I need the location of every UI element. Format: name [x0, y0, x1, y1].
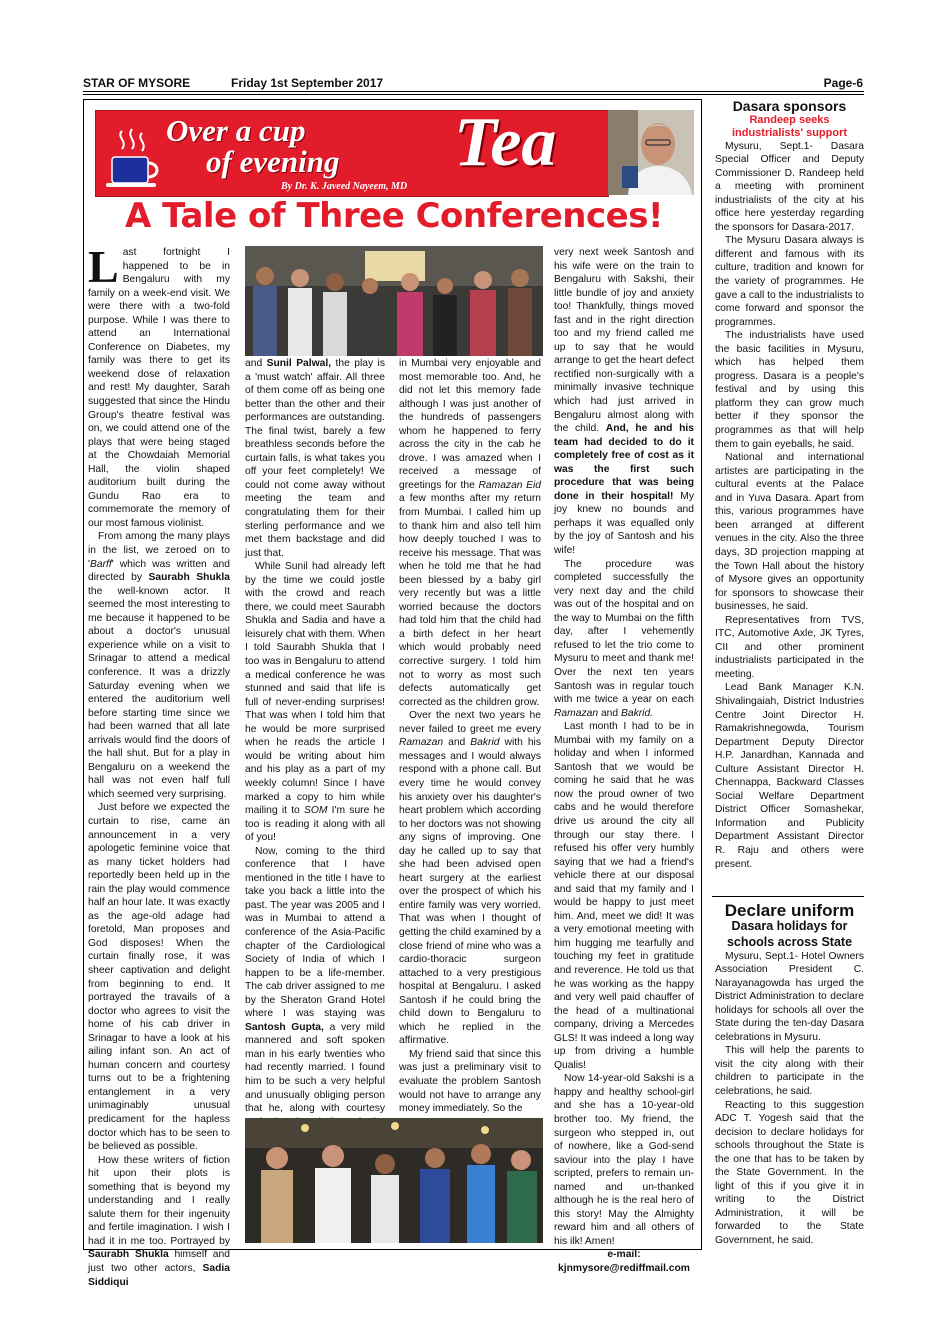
col1-p3-text: Just before we expected the curtain to rise, came an announcement in a very apologetic feminine voice that as many ticket holders had reportedly been held up in the rain the play would commence half an hour late. It was exactly as the age-old adage had foretold, Man proposes and God disposes! When the curtain finally rose, it was sheer captivation and delight from beginning to end. It portrayed the travails of a doctor who agrees to visit the home of his cab driver in Srinagar to have a look at his ailing infant son. An act of human concern and courtesy turns out to be a frightening entanglement in a very unimaginably unusual predicament for the hapless doctor which has to be seen to be believed as possible. [88, 802, 230, 1153]
sidebar-uniform-holidays [715, 901, 864, 1248]
col2-p3-text: Now, coming to the third conference that I have mentioned in the title I have to take you back a little into the past. The year was 2005 and I was in Mumbai to attend a conference of the Asia-Pacific chapter of the Cardiological Society of India of which I happen to be a life-member. The cab driver assigned to me by the Sheraton Grand Hotel where I was staying was [245, 845, 385, 1020]
col2-p2-text: While Sunil had already left by the time we could jostle with the crowd and reach there, we could meet Saurabh Shukla and Sadia and have a leisurely chat with them. When I told Saurabh Shukla that I too was in Bengaluru to attend a medical conference he was stunned and said that life is full of never-ending surprises! That was when I told him that he would be more surprised when he reads the article I would be writing about him and his play as a part of my weekly column! Since I have marked a copy to him while mailing it to [245, 561, 385, 817]
name-saurabh-shukla-2: Saurabh Shukla [88, 1249, 169, 1261]
col2-p1-text-2: the play is a 'must watch' affair. All three of them come off as being one better than the other and their performances are outstanding. The final twist, barely a few breathless seconds before the curtain falls, is what takes you off your feet completely! We could not come away without meeting the team and congratulating them for their sterling performance and we met them backstage and did just that. [245, 358, 385, 559]
sidebar2-p1: Mysuru, Sept.1- Hotel Owners Association President C. Narayanagowda has urged the District Administration to declare holidays for schools all over the State during the ten-day Dasara celebrations in Mysuru. [715, 950, 864, 1043]
col3-p2-text-2: with his messages and I would always respond with a phone call. But every time he would convey his anxiety over his daughter's heart problem which according to her doctors was not showing any signs of improving. One day he called up to say that she had been advised open heart surgery at the earliest over the prospect of which his entire family was very worried. That was when I thought of getting the child examined by a close friend of mine who was a cardio-thoracic surgeon attached to a very prestigious hospital at Bengaluru. I asked Santosh if he could bring the child down to Bengaluru to which he replied in the affirmative. [399, 737, 541, 1047]
ramazan-eid: Ramazan Eid [478, 479, 541, 491]
group-photo-family [245, 1118, 543, 1243]
col3-p2-text: Over the next two years he never failed to greet me every [399, 710, 541, 735]
sidebar1-p6: Lead Bank Manager K.N. Shivalingaiah, District Industries Centre Joint Director H. Ramakrishnegowda, Tourism Department Deputy Director H.P. Janardhan, Kannada and Culture Assistant Director H. Chennappa, Backward Classes Social Welfare Department District Officer Somashekar, Information and Publicity Department Assistant Director R. Raju and others were present. [715, 682, 864, 870]
col2-p3-text-2: a very mild mannered and soft spoken man in his early twenties who had recently married. I found him to be such a very helpful and unusually obliging person that he, along with courtesy [245, 1021, 385, 1115]
header-rule-bottom [83, 94, 864, 95]
sidebar1-headline: Dasara sponsors [732, 98, 847, 114]
issue-date: Friday 1st September 2017 [231, 76, 384, 90]
group-photo-theatre [245, 246, 543, 356]
page-header [83, 76, 863, 92]
sidebar2-p3: Reacting to this suggestion ADC T. Yogesh said that the decision to declare holidays for schools throughout the State is the one that has to be taken by the State Government. In the light of this if you give it in writing to the District Administration, it will be forwarded to the State Government, he said. [715, 1099, 864, 1247]
col3-p1-text-2: a few months after my return from Mumbai. I called him up to thank him and also tell him how deeply touched I was to receive his message. That was when he told me that he had been blessed by a baby girl very recently but was a little worried because the doctors had told him that the child had a birth defect in her heart which would probably need corrective surgery. I told him not to worry as most such defects automatically get corrected as the children grow. [399, 493, 541, 708]
col1-p2-text-2: ' which was written and directed by [88, 558, 230, 584]
col4-p4-text: Now 14-year-old Sakshi is a happy and healthy school-girl and she has a 10-year-old brother too. My friend, the surgeon who stepped in, out of nowhere, like a God-send saviour into the play I have scripted, prefers to remain un-named and un-thanked although he is the real hero of this story! May the Almighty reward him and all others of his ilk! Amen! [554, 1073, 694, 1247]
email-address[interactable]: kjnmysore@rediffmail.com [558, 1263, 690, 1275]
col4-p3-text: Last month I had to be in Mumbai with my family on a holiday and when I informed Santosh that we would be coming he said that he was now the proud owner of two cabs and he would therefore drive us around the city all through our stay there. I refused his offer very humbly saying that we had a friend's vehicle there at our disposal and said that my family and I would be happy to just meet him. And, meet we did! It was a very emotional meeting with him hugging me tearfully and touching my feet in gratitude and reverence. He told us that he was working as the happy and very well paid chauffer of the head of a multinational company, driving a Mercedes GLS! It was indeed a long way up from driving a humble Qualis! [554, 721, 694, 1071]
sidebar2-subhead: Dasara holidays for schools across State [726, 918, 853, 949]
article-column-1 [88, 241, 230, 1289]
col3-p3-text: My friend said that since this was just a preliminary visit to evaluate the problem Santosh would not have to arrange any money immediately. So the [399, 1048, 541, 1115]
play-title: Barff [89, 558, 112, 570]
name-sunil-palwal: Sunil Palwal, [266, 358, 332, 369]
sidebar1-p2: The Mysuru Dasara always is different and famous with its culture, tradition and known for the variety of programmes. He gave a call to the industrialists to come forward and sponsor the programmes. [715, 235, 864, 328]
article-headline: A Tale of Three Conferences! [125, 196, 663, 236]
name-santosh-gupta: Santosh Gupta, [245, 1021, 324, 1033]
publication-name: STAR OF MYSORE [83, 76, 191, 90]
email-label: e-mail: [607, 1249, 641, 1261]
banner-line-2: of evening [206, 144, 340, 179]
drop-cap: L [88, 241, 119, 292]
col4-p2-text: The procedure was completed successfully the very next day and the child was out of the hospital and on the way to Mumbai on the fifth day, after I vehemently refused to let the trio come to Mysuru to meet and thank me! Over the next ten years Santosh was in regular touch with me twice a year on each [554, 558, 694, 706]
bakrid: Bakrid [470, 737, 500, 749]
sidebar2-p2: This will help the parents to visit the city along with their children to participate in the celebrations, he said. [715, 1045, 864, 1098]
col1-p2-text: From among the many plays in the list, we zeroed on to ' [88, 531, 230, 570]
name-saurabh-shukla: Saurabh Shukla [148, 572, 230, 584]
ramazan-2: Ramazan [554, 707, 599, 719]
col3-p1-text: in Mumbai very enjoyable and most memorable too. And, he did not let this memory fade although I was just another of the hundreds of passengers whom he happened to ferry across the city in the cab he drove. I was amazed when I received a message of greetings for the [399, 358, 541, 491]
ramazan: Ramazan [399, 737, 444, 749]
sidebar-divider [712, 896, 864, 897]
sidebar1-p4: National and international artistes are participating in the cultural events at the Palace and in Yuva Dasara. Apart from this, various programmes have been arranged at different venues in the city. Also the three days, 3D projection mapping at the Town Hall about the history of Mysore gives an opportunity for sponsors to showcase their businesses, he said. [715, 452, 864, 613]
banner-line-1: Over a cup [166, 113, 306, 148]
col1-p4-text: How these writers of fiction hit upon their plots is something that is beyond my understanding and I really salute them for their ingenuity and fertile imagination. I wish I had it in me too. Portrayed by [88, 1154, 230, 1247]
col1-lead-text: ast fortnight I happened to be in Bengaluru with my family on a week-end visit. We were there with a two-fold purpose. While I was there to attend an International Conference on Diabetes, my family was there to get its weekend dose of relaxation and rest! My daughter, Sarah suggested that since the Hindu Group's theatre festival was on, we could attend one of the plays that were being staged at the Chowdaiah Memorial Hall, the violin shaped auditorium built during the Gundu Rao era to commemorate the memory of our most famous violinist. [88, 247, 230, 529]
header-rule-top [83, 91, 864, 92]
conjunction: and [443, 737, 471, 749]
author-portrait [608, 110, 694, 195]
tea-cup-icon [102, 127, 162, 191]
col2-p2-text-2: I'm sure he too is reading it along with all of you! [245, 805, 385, 844]
sidebar1-subhead: Randeep seeks industrialists' support [731, 113, 848, 139]
col4-p1-bold: And, he and his team had decided to do it completely free of cost as it was the first such procedure that was being done in their hospital! [554, 423, 694, 502]
col4-p1-text: very next week Santosh and his wife were on the train to Bengaluru with Sakshi, their little bundle of joy and anxiety too! Thankfully, things moved fast and in the right direction too and my friend called me up to say that he would arrange to get the heart defect rectified non-surgically with a minimally invasive technique which had just arrived in Bengaluru almost along with the child. [554, 247, 694, 435]
column-banner [95, 110, 609, 197]
col2-p1-text: and [245, 358, 267, 369]
bakrid-2: Bakrid. [620, 707, 654, 719]
article-column-2 [245, 357, 385, 1156]
page-number: Page-6 [823, 76, 863, 90]
article-column-4 [554, 246, 694, 1276]
article-column-3 [399, 357, 541, 1116]
sidebar1-p1: Mysuru, Sept.1- Dasara Special Officer and Deputy Commissioner D. Randeep held a meeting with prominent industrialists of the city at his office here yesterday regarding the sponsors for Dasara-2017. [715, 140, 864, 233]
conjunction-2: and [598, 707, 621, 719]
sidebar1-p3: The industrialists have used the basic facilities in Mysuru, which has helped them progress. Dasara is a people's festival and by using this platform they can grow much better if they sponsor the programmes as that will help them to gain eyeballs, he said. [715, 330, 864, 450]
name-sadia-siddiqui: Sadia Siddiqui [88, 1263, 230, 1288]
som-abbrev: SOM [304, 805, 328, 817]
author-byline: By Dr. K. Javeed Nayeem, MD [281, 181, 408, 192]
sidebar1-p5: Representatives from TVS, ITC, Automotive Axle, JK Tyres, CII and other prominent industrialists participated in the meeting. [715, 614, 864, 680]
col4-p1-text-2: My joy knew no bounds and perhaps it was equalled only by the joy of Santosh and his wife! [554, 490, 695, 557]
banner-tea-word: Tea [454, 110, 557, 181]
col1-p4-text-2: himself and just two other actors, [88, 1249, 230, 1275]
sidebar2-headline: Declare uniform [724, 901, 855, 920]
col1-p2-text-3: the well-known actor. It seemed the most interesting to me because it happened to be about a doctor's unusual experience while on a visit to Srinagar to attend a medical conference. It was a drizzly Saturday evening when we entered the auditorium well before starting time since we had been warned that all late arrivals would find the doors of the hall shut. But for a play in Bengaluru on a weekend the hall was not even half full which seemed very surprising. [88, 585, 230, 800]
sidebar-dasara-sponsors [715, 100, 864, 871]
